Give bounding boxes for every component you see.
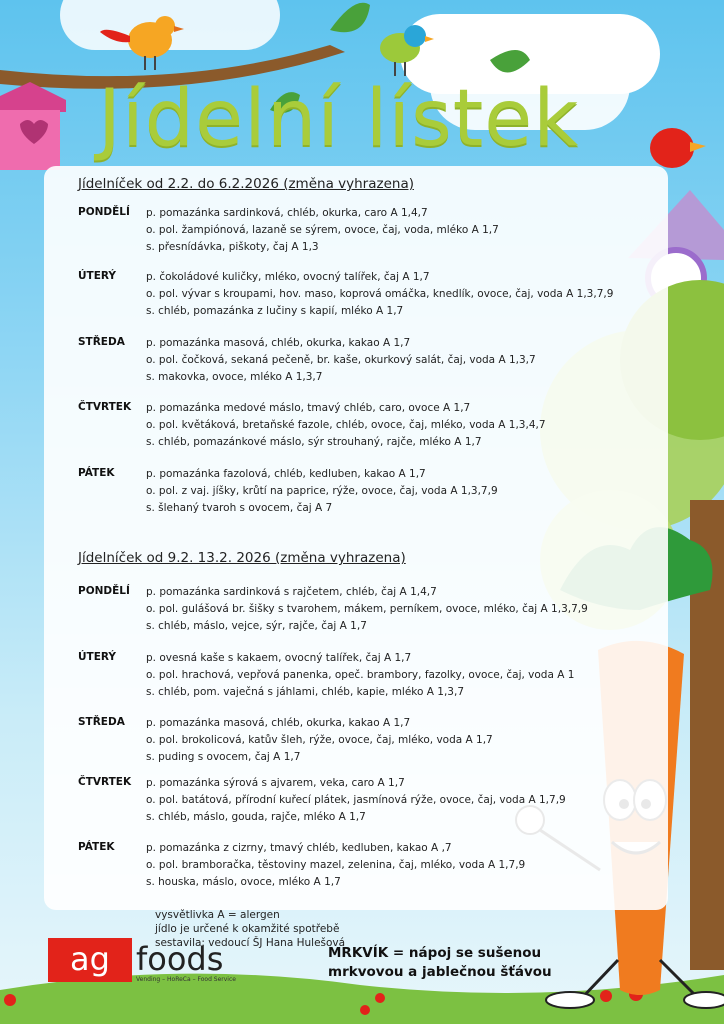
day-name: PÁTEK xyxy=(78,467,115,479)
day-name: PONDĚLÍ xyxy=(78,585,130,597)
meal-breakfast: p. pomazánka sardinková s rajčetem, chléb, čaj A 1,4,7 xyxy=(146,586,437,598)
day-block xyxy=(78,401,678,461)
day-name: ČTVRTEK xyxy=(78,401,132,413)
meal-snack: s. puding s ovocem, čaj A 1,7 xyxy=(146,751,301,763)
day-name: ÚTERÝ xyxy=(78,270,116,282)
day-block xyxy=(78,270,678,330)
day-name: ÚTERÝ xyxy=(78,651,116,663)
day-name: PONDĚLÍ xyxy=(78,206,130,218)
meal-snack: s. chléb, máslo, gouda, rajče, mléko A 1,7 xyxy=(146,811,366,823)
leaf-icon xyxy=(330,3,370,32)
logo-ag: ag xyxy=(48,938,132,982)
meal-snack: s. houska, máslo, ovoce, mléko A 1,7 xyxy=(146,876,341,888)
logo-foods: foods xyxy=(136,940,224,978)
week-heading: Jídelníček od 9.2. 13.2. 2026 (změna vyhrazena) xyxy=(78,550,406,566)
bird-icon xyxy=(100,16,184,70)
meal-breakfast: p. pomazánka masová, chléb, okurka, kakao A 1,7 xyxy=(146,717,411,729)
meal-breakfast: p. pomazánka z cizrny, tmavý chléb, kedluben, kakao A ,7 xyxy=(146,842,452,854)
flower-icon xyxy=(4,994,16,1006)
flower-icon xyxy=(360,1005,370,1015)
day-block xyxy=(78,716,678,776)
allergen-legend: vysvětlivka A = alergen xyxy=(155,909,280,921)
day-block xyxy=(78,467,678,527)
meal-breakfast: p. pomazánka sýrová s ajvarem, veka, caro A 1,7 xyxy=(146,777,405,789)
meal-snack: s. chléb, pomazánkové máslo, sýr strouhaný, rajče, mléko A 1,7 xyxy=(146,436,482,448)
meal-snack: s. chléb, máslo, vejce, sýr, rajče, čaj A 1,7 xyxy=(146,620,367,632)
meal-lunch: o. pol. žampiónová, lazaně se sýrem, ovoce, čaj, voda, mléko A 1,7 xyxy=(146,224,499,236)
page-title: Jídelní lístek xyxy=(98,74,580,164)
meal-lunch: o. pol. čočková, sekaná pečeně, br. kaše, okurkový salát, čaj, voda A 1,3,7 xyxy=(146,354,536,366)
week-heading: Jídelníček od 2.2. do 6.2.2026 (změna vyhrazena) xyxy=(78,176,414,192)
leaf-icon xyxy=(490,50,530,73)
meal-breakfast: p. pomazánka masová, chléb, okurka, kakao A 1,7 xyxy=(146,337,411,349)
day-block xyxy=(78,651,678,711)
meal-lunch: o. pol. gulášová br. šišky s tvarohem, mákem, perníkem, ovoce, mléko, čaj A 1,3,7,9 xyxy=(146,603,588,615)
meal-breakfast: p. pomazánka medové máslo, tmavý chléb, caro, ovoce A 1,7 xyxy=(146,402,471,414)
day-name: STŘEDA xyxy=(78,336,125,348)
meal-lunch: o. pol. z vaj. jíšky, krůtí na paprice, rýže, ovoce, čaj, voda A 1,3,7,9 xyxy=(146,485,498,497)
meal-lunch: o. pol. batátová, přírodní kuřecí plátek, jasmínová rýže, ovoce, čaj, voda A 1,7,9 xyxy=(146,794,566,806)
day-block xyxy=(78,776,678,836)
day-name: STŘEDA xyxy=(78,716,125,728)
meal-snack: s. přesnídávka, piškoty, čaj A 1,3 xyxy=(146,241,319,253)
agfoods-logo xyxy=(48,938,238,988)
meal-breakfast: p. pomazánka sardinková, chléb, okurka, caro A 1,4,7 xyxy=(146,207,428,219)
meal-breakfast: p. ovesná kaše s kakaem, ovocný talířek, čaj A 1,7 xyxy=(146,652,412,664)
day-block xyxy=(78,841,678,901)
meal-lunch: o. pol. hrachová, vepřová panenka, opeč. brambory, fazolky, ovoce, čaj, voda A 1 xyxy=(146,669,575,681)
day-name: ČTVRTEK xyxy=(78,776,132,788)
meal-breakfast: p. pomazánka fazolová, chléb, kedluben, kakao A 1,7 xyxy=(146,468,426,480)
drink-line-2: mrkvovou a jablečnou šťávou xyxy=(328,964,552,980)
birdhouse-icon xyxy=(0,82,66,170)
day-name: PÁTEK xyxy=(78,841,115,853)
drink-line-1: MRKVÍK = nápoj se sušenou xyxy=(328,945,542,961)
consumption-note: jídlo je určené k okamžité spotřebě xyxy=(155,923,340,935)
meal-snack: s. chléb, pom. vaječná s jáhlami, chléb, kapie, mléko A 1,3,7 xyxy=(146,686,464,698)
meal-snack: s. šlehaný tvaroh s ovocem, čaj A 7 xyxy=(146,502,333,514)
meal-lunch: o. pol. brokolicová, katův šleh, rýže, ovoce, čaj, mléko, voda A 1,7 xyxy=(146,734,493,746)
logo-subtitle: Vending – HoReCa – Food Service xyxy=(136,976,236,983)
drink-note xyxy=(328,944,552,982)
meal-lunch: o. pol. květáková, bretaňské fazole, chléb, ovoce, čaj, mléko, voda A 1,3,4,7 xyxy=(146,419,546,431)
meal-breakfast: p. čokoládové kuličky, mléko, ovocný talířek, čaj A 1,7 xyxy=(146,271,430,283)
day-block xyxy=(78,585,678,645)
day-block xyxy=(78,206,678,266)
meal-snack: s. makovka, ovoce, mléko A 1,3,7 xyxy=(146,371,323,383)
flower-icon xyxy=(375,993,385,1003)
bird-icon xyxy=(650,128,706,168)
author-note: sestavila: vedoucí ŠJ Hana Hulešová xyxy=(155,937,346,949)
flower-icon xyxy=(600,990,612,1002)
meal-lunch: o. pol. vývar s kroupami, hov. maso, koprová omáčka, knedlík, ovoce, čaj, voda A 1,3,7,9 xyxy=(146,288,614,300)
day-block xyxy=(78,336,678,396)
bird-icon xyxy=(380,25,434,76)
meal-snack: s. chléb, pomazánka z lučiny s kapií, mléko A 1,7 xyxy=(146,305,404,317)
meal-lunch: o. pol. bramboračka, těstoviny mazel, zelenina, čaj, mléko, voda A 1,7,9 xyxy=(146,859,526,871)
